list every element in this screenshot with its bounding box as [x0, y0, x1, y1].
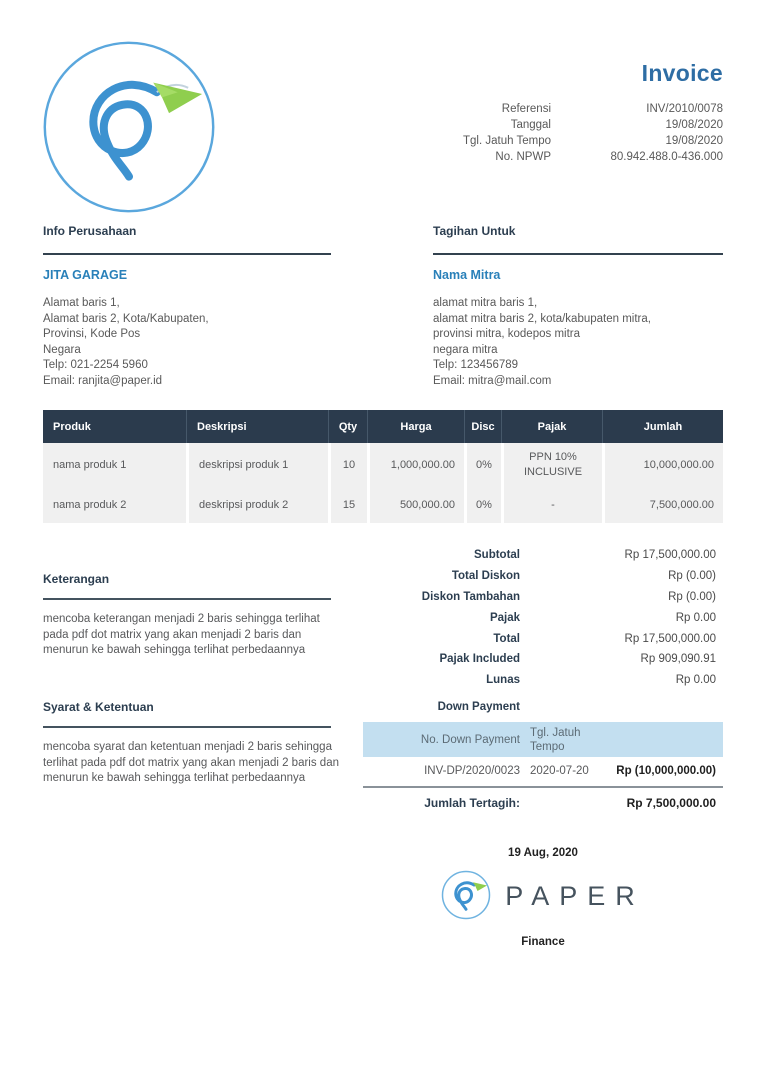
meta-row-jatuh-tempo: [303, 133, 723, 149]
terms-section: [43, 700, 339, 787]
signature-block: [363, 847, 723, 948]
cell-pajak: PPN 10% INCLUSIVE: [501, 443, 602, 487]
section-title-info-perusahaan: Info Perusahaan: [43, 224, 137, 238]
section-title-syarat: Syarat & Ketentuan: [43, 700, 154, 714]
meta-label: Tanggal: [510, 119, 551, 131]
meta-label: Tgl. Jatuh Tempo: [462, 135, 551, 147]
summary-label: Pajak Included: [439, 653, 520, 666]
cell-qty: 10: [328, 443, 367, 487]
signature-role: Finance: [521, 936, 565, 948]
dp-due-date: 2020-07-20: [530, 764, 589, 777]
address-line: Alamat baris 2, Kota/Kabupaten,: [43, 312, 209, 325]
section-title-tagihan-untuk: Tagihan Untuk: [433, 224, 516, 238]
summary-label: Lunas: [486, 674, 520, 687]
address-line: negara mitra: [433, 343, 498, 356]
table-row: [43, 443, 723, 487]
dp-number: INV-DP/2020/0023: [424, 764, 520, 777]
summary-label: Total Diskon: [451, 570, 520, 583]
col-header-pajak: Pajak: [501, 410, 602, 443]
address-line: Telp: 021-2254 5960: [43, 359, 148, 372]
cell-disc: 0%: [464, 443, 501, 487]
paper-plane-logo-icon: [42, 40, 216, 214]
cell-produk: nama produk 2: [43, 487, 186, 523]
meta-row-npwp: [303, 149, 723, 165]
summary-value: Rp 17,500,000.00: [624, 632, 716, 645]
dp-col-number-header: No. Down Payment: [420, 733, 520, 746]
company-address: [43, 296, 331, 390]
amount-due-row: [363, 788, 723, 817]
items-table: [43, 410, 723, 523]
col-header-deskripsi: Deskripsi: [186, 410, 328, 443]
cell-deskripsi: deskripsi produk 1: [186, 443, 328, 487]
down-payment-row: [363, 757, 723, 784]
address-line: alamat mitra baris 1,: [433, 297, 538, 309]
summary-label: Total: [493, 632, 520, 645]
partner-address: [433, 296, 723, 390]
summary-value: Rp 17,500,000.00: [624, 549, 716, 562]
down-payment-header-row: [363, 722, 723, 757]
meta-value: 19/08/2020: [665, 119, 723, 131]
meta-label: Referensi: [501, 103, 551, 115]
company-name: JITA GARAGE: [43, 268, 128, 282]
terms-text: mencoba syarat dan ketentuan menjadi 2 baris sehingga terlihat pada pdf dot matrix yang akan menjadi 2 baris dan menurun ke bawah sehingga terlihat perbedaannya: [43, 741, 339, 785]
cell-jumlah: 7,500,000.00: [602, 487, 723, 523]
invoice-meta: [303, 101, 723, 165]
summary-value: Rp 909,090.91: [640, 653, 716, 666]
address-line: Email: mitra@mail.com: [433, 374, 552, 387]
brand-wordmark: PAPER: [505, 880, 645, 911]
section-title-keterangan: Keterangan: [43, 572, 110, 586]
meta-value: 80.942.488.0-436.000: [610, 151, 723, 163]
totals-summary: [363, 545, 723, 691]
col-header-disc: Disc: [464, 410, 501, 443]
page-title: Invoice: [641, 60, 723, 86]
summary-row-diskon-tambahan: [363, 587, 723, 608]
meta-value: INV/2010/0078: [646, 103, 723, 115]
invoice-header: [303, 60, 723, 165]
address-line: Telp: 123456789: [433, 359, 519, 372]
down-payment-title-row: [363, 698, 723, 718]
address-line: provinsi mitra, kodepos mitra: [433, 328, 580, 341]
summary-row-lunas: [363, 670, 723, 691]
table-row: [43, 487, 723, 523]
cell-produk: nama produk 1: [43, 443, 186, 487]
summary-label: Pajak: [489, 611, 520, 624]
section-divider: [43, 726, 331, 728]
meta-row-referensi: [303, 101, 723, 117]
address-line: Alamat baris 1,: [43, 297, 120, 309]
summary-value: Rp (0.00): [668, 590, 716, 603]
col-header-produk: Produk: [43, 410, 186, 443]
footer-brand: [363, 870, 723, 920]
summary-row-pajak-included: [363, 649, 723, 670]
cell-harga: 500,000.00: [367, 487, 464, 523]
summary-row-total: [363, 628, 723, 649]
summary-row-pajak: [363, 607, 723, 628]
amount-due-label: Jumlah Tertagih:: [424, 795, 520, 810]
summary-row-subtotal: [363, 545, 723, 566]
notes-section: [43, 572, 339, 659]
cell-deskripsi: deskripsi produk 2: [186, 487, 328, 523]
summary-value: Rp 0.00: [675, 611, 716, 624]
summary-value: Rp (0.00): [668, 570, 716, 583]
address-line: Email: ranjita@paper.id: [43, 374, 163, 387]
cell-jumlah: 10,000,000.00: [602, 443, 723, 487]
partner-name: Nama Mitra: [433, 268, 501, 282]
col-header-qty: Qty: [328, 410, 367, 443]
meta-label: No. NPWP: [495, 151, 551, 163]
meta-row-tanggal: [303, 117, 723, 133]
dp-col-due-header: Tgl. Jatuh Tempo: [530, 726, 581, 753]
summary-value: Rp 0.00: [675, 674, 716, 687]
signature-date: 19 Aug, 2020: [508, 847, 578, 859]
summary-label: Subtotal: [474, 549, 520, 562]
items-table-header: [43, 410, 723, 443]
col-header-harga: Harga: [367, 410, 464, 443]
company-info-section: [43, 224, 331, 390]
section-divider: [43, 253, 331, 255]
cell-pajak: -: [501, 487, 602, 523]
cell-disc: 0%: [464, 487, 501, 523]
col-header-jumlah: Jumlah: [602, 410, 723, 443]
summary-row-total-diskon: [363, 566, 723, 587]
bill-to-section: [433, 224, 723, 390]
paper-logo-icon: [42, 40, 216, 214]
address-line: alamat mitra baris 2, kota/kabupaten mitra,: [433, 312, 651, 325]
down-payment-title: Down Payment: [437, 701, 520, 713]
address-line: Negara: [43, 343, 81, 356]
address-line: Provinsi, Kode Pos: [43, 328, 141, 341]
meta-value: 19/08/2020: [665, 135, 723, 147]
summary-label: Diskon Tambahan: [421, 590, 520, 603]
cell-harga: 1,000,000.00: [367, 443, 464, 487]
section-divider: [43, 598, 331, 600]
amount-due-value: Rp 7,500,000.00: [626, 795, 716, 810]
down-payment-section: [363, 698, 723, 817]
notes-text: mencoba keterangan menjadi 2 baris sehingga terlihat pada pdf dot matrix yang akan menjadi 2 baris dan menurun ke bawah sehingga terlihat perbedaannya: [43, 613, 320, 657]
paper-logo-small-icon: [441, 870, 491, 920]
dp-amount: Rp (10,000,000.00): [616, 764, 716, 777]
section-divider: [433, 253, 723, 255]
cell-qty: 15: [328, 487, 367, 523]
